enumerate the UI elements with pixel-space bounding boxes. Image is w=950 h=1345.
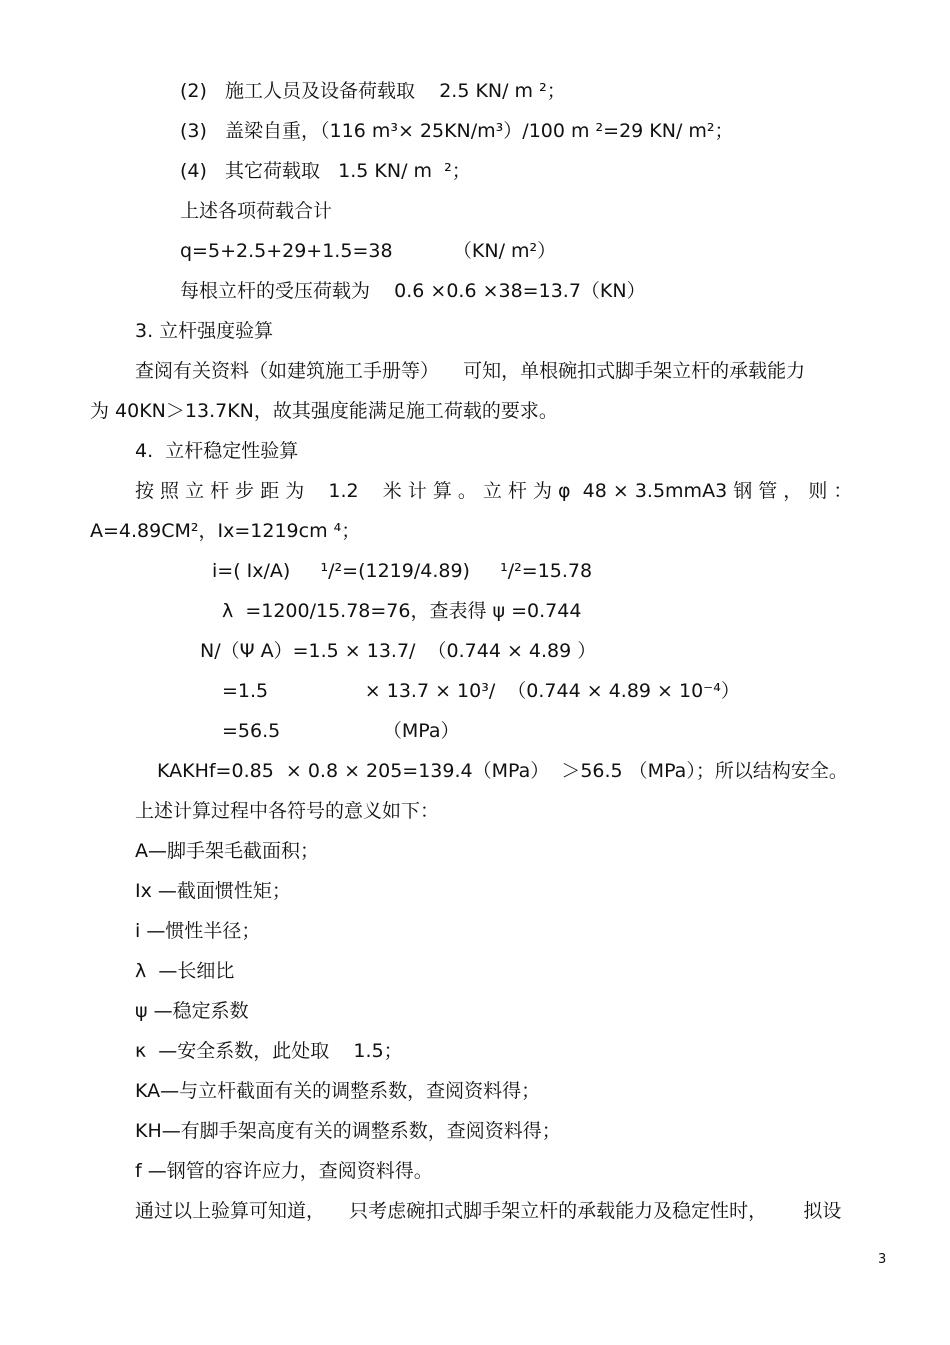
section-4-heading: 4. 立杆稳定性验算 bbox=[135, 440, 299, 462]
strength-paragraph-line-2: 为 40KN＞13.7KN，故其强度能满足施工荷载的要求。 bbox=[90, 400, 558, 422]
conclusion-line: 通过以上验算可知道， 只考虑碗扣式脚手架立杆的承载能力及稳定性时， 拟设 bbox=[135, 1200, 842, 1222]
symbol-i: i —惯性半径； bbox=[135, 920, 261, 942]
load-total-heading: 上述各项荷载合计 bbox=[180, 200, 333, 222]
formula-stress-2: =1.5 × 13.7 × 10³/ （0.744 × 4.89 × 10⁻⁴） bbox=[222, 680, 740, 702]
stability-paragraph-line-2: A=4.89CM²，Ix=1219cm ⁴； bbox=[90, 520, 361, 542]
symbol-ix: Ix —截面惯性矩； bbox=[135, 880, 291, 902]
formula-radius: i=( Ix/A) ¹/²=(1219/4.89) ¹/²=15.78 bbox=[212, 560, 593, 582]
formula-slenderness: λ =1200/15.78=76，查表得 ψ =0.744 bbox=[222, 600, 582, 622]
symbols-heading: 上述计算过程中各符号的意义如下： bbox=[135, 800, 440, 822]
load-item-2: (2) 施工人员及设备荷载取 2.5 KN/ m ²； bbox=[180, 80, 566, 102]
load-item-4: (4) 其它荷载取 1.5 KN/ m ²； bbox=[180, 160, 471, 182]
symbol-f: f —钢管的容许应力，查阅资料得。 bbox=[135, 1160, 433, 1182]
symbol-lambda: λ —长细比 bbox=[135, 960, 235, 982]
pole-load-formula: 每根立杆的受压荷载为 0.6 ×0.6 ×38=13.7（KN） bbox=[180, 280, 646, 302]
safety-check-line: KAKHf=0.85 × 0.8 × 205=139.4（MPa） ＞56.5 （MPa）；所以结构安全。 bbox=[157, 760, 848, 782]
formula-stress-1: N/（Ψ A）=1.5 × 13.7/ （0.744 × 4.89 ） bbox=[200, 640, 597, 662]
strength-paragraph-line-1: 查阅有关资料（如建筑施工手册等） 可知，单根碗扣式脚手架立杆的承载能力 bbox=[135, 360, 806, 382]
symbol-a: A—脚手架毛截面积； bbox=[135, 840, 319, 862]
symbol-kappa: κ —安全系数，此处取 1.5； bbox=[135, 1040, 403, 1062]
load-item-3: (3) 盖梁自重，（116 m³× 25KN/m³）/100 m ²=29 KN/ m²； bbox=[180, 120, 734, 142]
formula-stress-result: =56.5 （MPa） bbox=[222, 720, 460, 742]
symbol-kh: KH—有脚手架高度有关的调整系数，查阅资料得； bbox=[135, 1120, 561, 1142]
symbol-psi: ψ —稳定系数 bbox=[135, 1000, 249, 1022]
symbol-ka: KA—与立杆截面有关的调整系数，查阅资料得； bbox=[135, 1080, 541, 1102]
stability-paragraph-line-1: 按 照 立 杆 步 距 为 1.2 米 计 算 。 立 杆 为 φ 48 × 3.5mmA3 钢 管 ， 则 ： bbox=[135, 480, 853, 502]
page-number: 3 bbox=[878, 1252, 887, 1267]
load-total-formula: q=5+2.5+29+1.5=38 （KN/ m²） bbox=[180, 240, 557, 262]
section-3-heading: 3. 立杆强度验算 bbox=[135, 320, 274, 342]
